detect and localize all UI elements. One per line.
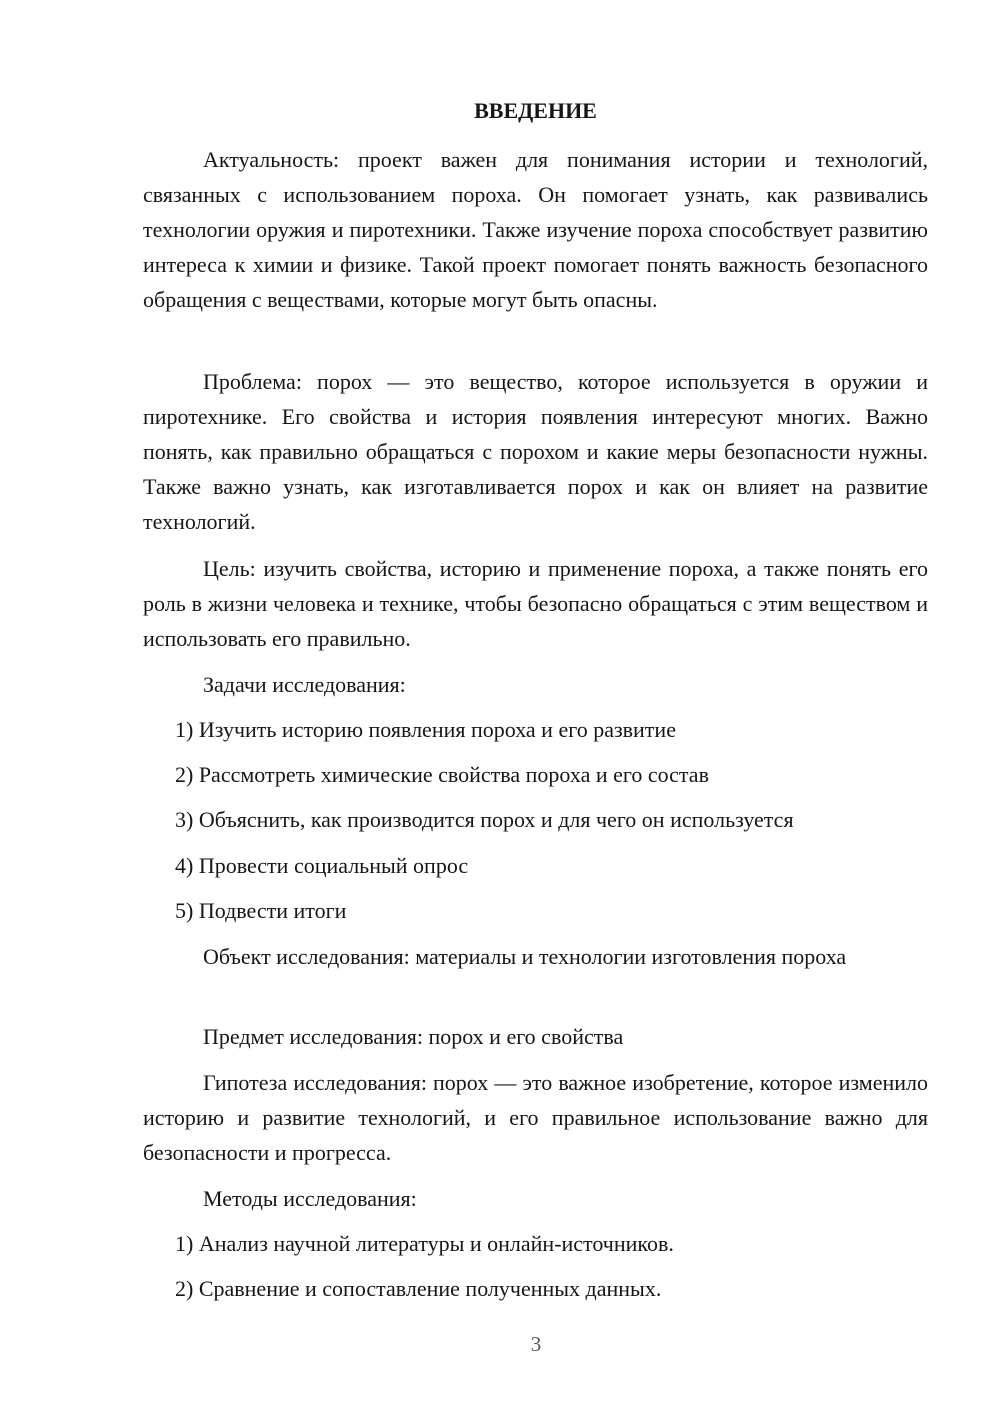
task-item: 4) Провести социальный опрос bbox=[175, 853, 469, 878]
page-number: 3 bbox=[530, 1332, 542, 1356]
task-item: 1) Изучить историю появления пороха и его развитие bbox=[175, 717, 676, 742]
paragraph-subject: Предмет исследования: порох и его свойства bbox=[203, 1024, 624, 1049]
method-item: 1) Анализ научной литературы и онлайн-источников. bbox=[175, 1231, 674, 1256]
task-item: 2) Рассмотреть химические свойства пороха и его состав bbox=[175, 762, 709, 787]
page-title: ВВЕДЕНИЕ bbox=[474, 98, 597, 123]
task-item: 3) Объяснить, как производится порох и для чего он используется bbox=[175, 807, 794, 832]
tasks-title: Задачи исследования: bbox=[203, 672, 406, 697]
task-item: 5) Подвести итоги bbox=[175, 898, 347, 923]
method-item: 2) Сравнение и сопоставление полученных данных. bbox=[175, 1276, 662, 1301]
paragraph-object: Объект исследования: материалы и технологии изготовления пороха bbox=[203, 944, 847, 969]
paragraph-goal: Цель: изучить свойства, историю и применение пороха, а также понять его роль в жизни человека и технике, чтобы безопасно обращаться с этим веществом и использовать его правильно. bbox=[143, 556, 928, 651]
paragraph-hypothesis: Гипотеза исследования: порох — это важное изобретение, которое изменило историю и развитие технологий, и его правильное использование важно для безопасности и прогресса. bbox=[143, 1070, 928, 1165]
paragraph-relevance: Актуальность: проект важен для понимания истории и технологий, связанных с использованием пороха. Он помогает узнать, как развивались технологии оружия и пиротехники. Также изучение пороха способствует развитию интереса к химии и физике. Такой проект помогает понять важность безопасного обращения с веществами, которые могут быть опасны. bbox=[143, 147, 928, 312]
methods-title: Методы исследования: bbox=[203, 1186, 417, 1211]
paragraph-problem: Проблема: порох — это вещество, которое используется в оружии и пиротехнике. Его свойства и история появления интересуют многих. Важно понять, как правильно обращаться с порохом и какие меры безопасности нужны. Также важно узнать, как изготавливается порох и как он влияет на развитие технологий. bbox=[143, 369, 928, 534]
